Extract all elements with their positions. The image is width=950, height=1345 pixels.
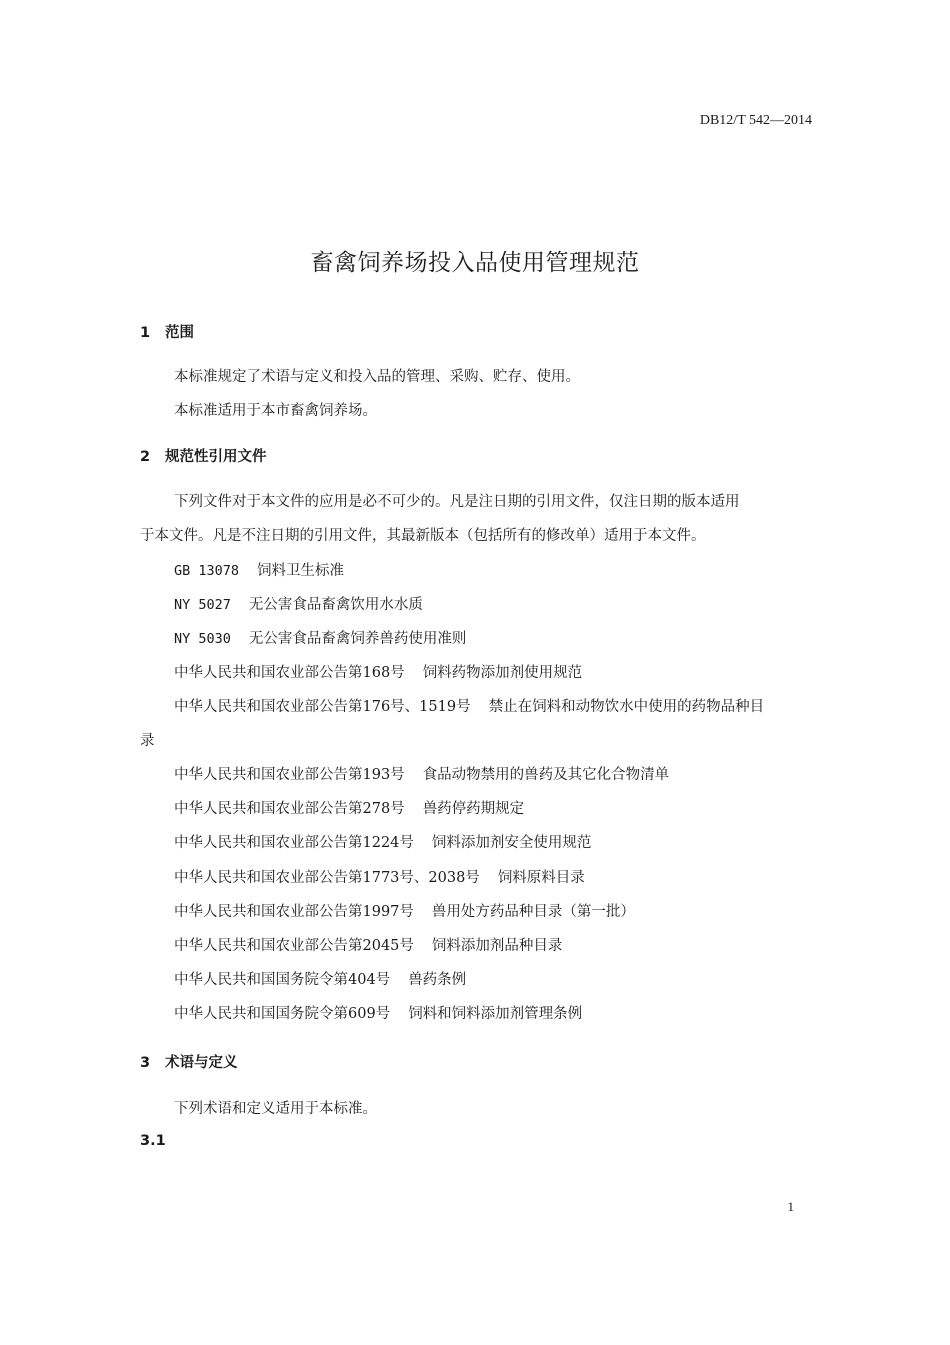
reference-code: NY 5030 <box>174 631 231 647</box>
reference-code: 中华人民共和国农业部公告第193号 <box>174 767 405 783</box>
reference-item <box>174 968 466 989</box>
reference-item <box>174 695 764 716</box>
reference-title: 饲料和饲料添加剂管理条例 <box>408 1006 583 1022</box>
reference-title: 饲料原料目录 <box>497 870 585 886</box>
section-1-paragraph: 本标准适用于本市畜禽饲养场。 <box>174 403 377 419</box>
reference-title: 饲料添加剂品种目录 <box>431 938 563 954</box>
reference-continuation: 录 <box>140 733 155 749</box>
reference-code: 中华人民共和国农业部公告第176号、1519号 <box>174 699 471 715</box>
reference-title: 无公害食品畜禽饮用水水质 <box>248 597 423 613</box>
reference-item <box>174 559 344 580</box>
section-3-paragraph: 下列术语和定义适用于本标准。 <box>174 1101 377 1117</box>
reference-code: 中华人民共和国农业部公告第1224号 <box>174 835 414 851</box>
section-1-heading <box>140 321 194 342</box>
section-3-heading <box>140 1051 238 1072</box>
section-number: 3 <box>140 1055 151 1071</box>
reference-title: 禁止在饲料和动物饮水中使用的药物品种目 <box>488 699 765 715</box>
reference-item <box>174 763 669 784</box>
standard-code: DB12/T 542—2014 <box>699 113 812 128</box>
reference-title: 无公害食品畜禽饲养兽药使用准则 <box>248 631 467 647</box>
reference-code: 中华人民共和国农业部公告第168号 <box>174 665 405 681</box>
reference-title: 饲料药物添加剂使用规范 <box>422 665 583 681</box>
page-number: 1 <box>787 1199 794 1214</box>
reference-code: GB 13078 <box>174 563 240 579</box>
section-title: 术语与定义 <box>165 1055 238 1071</box>
reference-item <box>174 627 466 648</box>
section-2-intro-continued: 于本文件。凡是不注日期的引用文件，其最新版本（包括所有的修改单）适用于本文件。 <box>140 528 706 544</box>
reference-item <box>174 661 582 682</box>
reference-code: 中华人民共和国国务院令第609号 <box>174 1006 391 1022</box>
reference-code: 中华人民共和国农业部公告第1773号、2038号 <box>174 870 480 886</box>
section-2-intro: 下列文件对于本文件的应用是必不可少的。凡是注日期的引用文件，仅注日期的版本适用 <box>174 494 740 510</box>
section-number: 2 <box>140 449 151 465</box>
reference-item <box>174 866 585 887</box>
reference-code: 中华人民共和国国务院令第404号 <box>174 972 391 988</box>
document-title: 畜禽饲养场投入品使用管理规范 <box>310 250 640 276</box>
reference-code: 中华人民共和国农业部公告第2045号 <box>174 938 414 954</box>
section-title: 范围 <box>165 325 194 341</box>
reference-title: 食品动物禁用的兽药及其它化合物清单 <box>422 767 670 783</box>
reference-item <box>174 831 591 852</box>
subsection-number: 3.1 <box>140 1133 166 1149</box>
reference-title: 兽药条例 <box>408 972 467 988</box>
reference-code: NY 5027 <box>174 597 231 613</box>
reference-code: 中华人民共和国农业部公告第278号 <box>174 801 405 817</box>
section-number: 1 <box>140 325 151 341</box>
reference-title: 饲料添加剂安全使用规范 <box>431 835 592 851</box>
reference-item <box>174 934 562 955</box>
reference-item <box>174 900 635 921</box>
reference-code: 中华人民共和国农业部公告第1997号 <box>174 904 414 920</box>
reference-title: 兽用处方药品种目录（第一批） <box>431 904 635 920</box>
section-title: 规范性引用文件 <box>165 449 267 465</box>
section-1-paragraph: 本标准规定了术语与定义和投入品的管理、采购、贮存、使用。 <box>174 369 580 385</box>
reference-item <box>174 593 423 614</box>
section-2-heading <box>140 445 267 466</box>
reference-title: 兽药停药期规定 <box>422 801 525 817</box>
reference-item <box>174 797 524 818</box>
reference-item <box>174 1002 582 1023</box>
reference-title: 饲料卫生标准 <box>257 563 345 579</box>
